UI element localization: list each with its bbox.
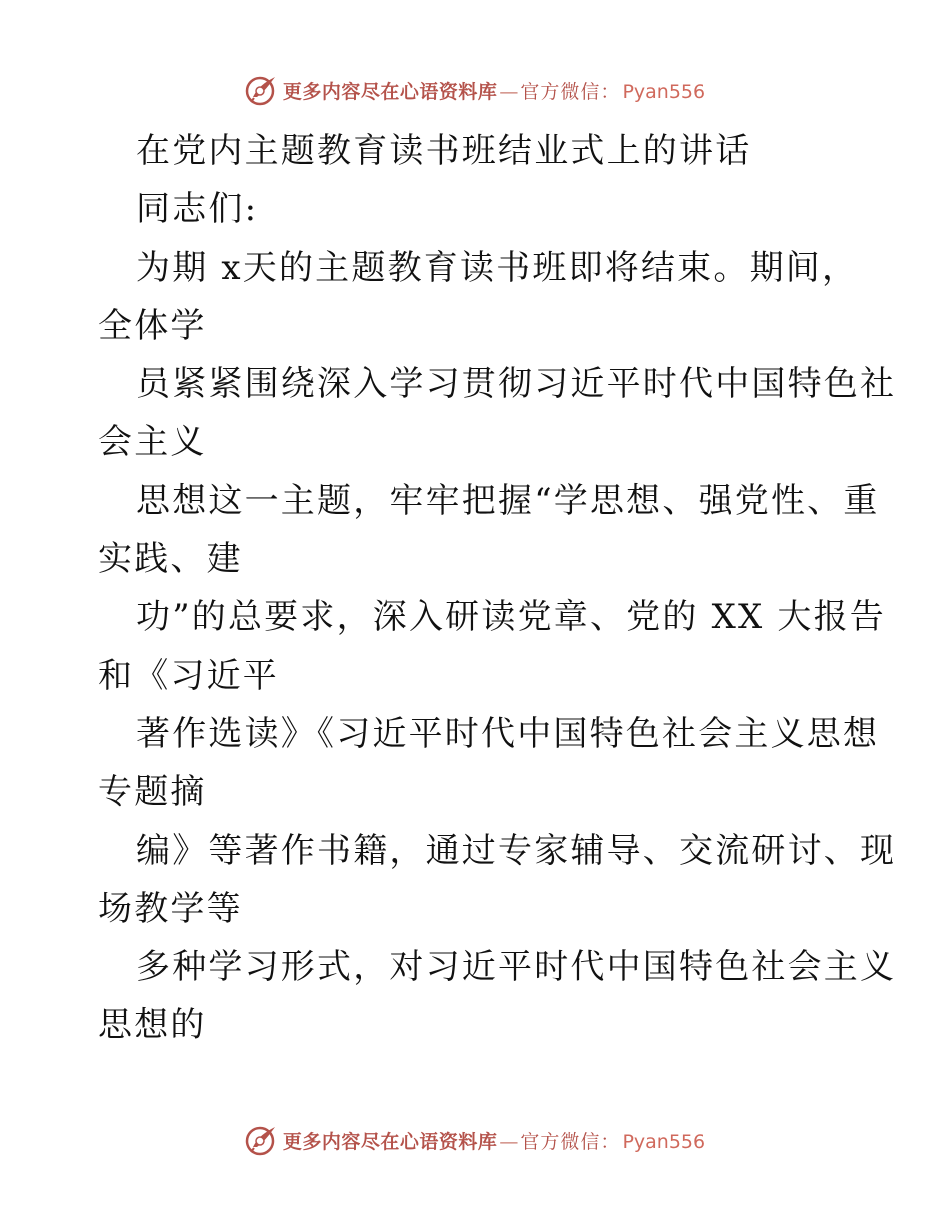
banner-main-text: 更多内容尽在心语资料库 xyxy=(282,80,498,103)
quill-pen-logo-icon xyxy=(245,73,279,107)
text-line: 场教学等 xyxy=(98,888,243,929)
banner-wechat-id: Pyan556 xyxy=(622,80,706,103)
banner-label-text: 官方微信： xyxy=(520,1130,621,1153)
banner-wechat-id: Pyan556 xyxy=(622,1130,706,1153)
text-line: 专题摘 xyxy=(98,772,207,813)
footer-banner xyxy=(283,1127,705,1154)
header-banner xyxy=(283,77,705,104)
salutation: 同志们: xyxy=(136,189,259,230)
text-line: 员紧紧围绕深入学习贯彻习近平时代中国特色社 xyxy=(136,364,897,405)
text-line: 多种学习形式，对习近平时代中国特色社会主义 xyxy=(136,947,897,988)
banner-label-text: 官方微信： xyxy=(520,80,621,103)
document-title: 在党内主题教育读书班结业式上的讲话 xyxy=(136,131,752,171)
text-line: 功”的总要求，深入研读党章、党的 XX 大报告 xyxy=(136,597,887,638)
text-line: 著作选读》《习近平时代中国特色社会主义思想 xyxy=(136,713,880,754)
text-line: 和《习近平 xyxy=(98,655,279,696)
text-line: 为期 x天的主题教育读书班即将结束。期间， xyxy=(136,247,859,288)
text-line: 全体学 xyxy=(98,305,207,346)
text-line: 实践、建 xyxy=(98,539,243,580)
quill-pen-logo-icon xyxy=(245,1123,279,1157)
page-footer xyxy=(0,1120,950,1160)
page-header xyxy=(0,70,950,110)
document-body xyxy=(98,122,897,1055)
text-line: 会主义 xyxy=(98,422,207,463)
banner-dash: — xyxy=(499,80,519,103)
banner-main-text: 更多内容尽在心语资料库 xyxy=(282,1130,498,1153)
text-line: 思想的 xyxy=(98,1005,207,1046)
banner-dash: — xyxy=(499,1130,519,1153)
text-line: 编》等著作书籍，通过专家辅导、交流研讨、现 xyxy=(136,830,897,871)
text-line: 思想这一主题，牢牢把握“学思想、强党性、重 xyxy=(136,480,880,521)
